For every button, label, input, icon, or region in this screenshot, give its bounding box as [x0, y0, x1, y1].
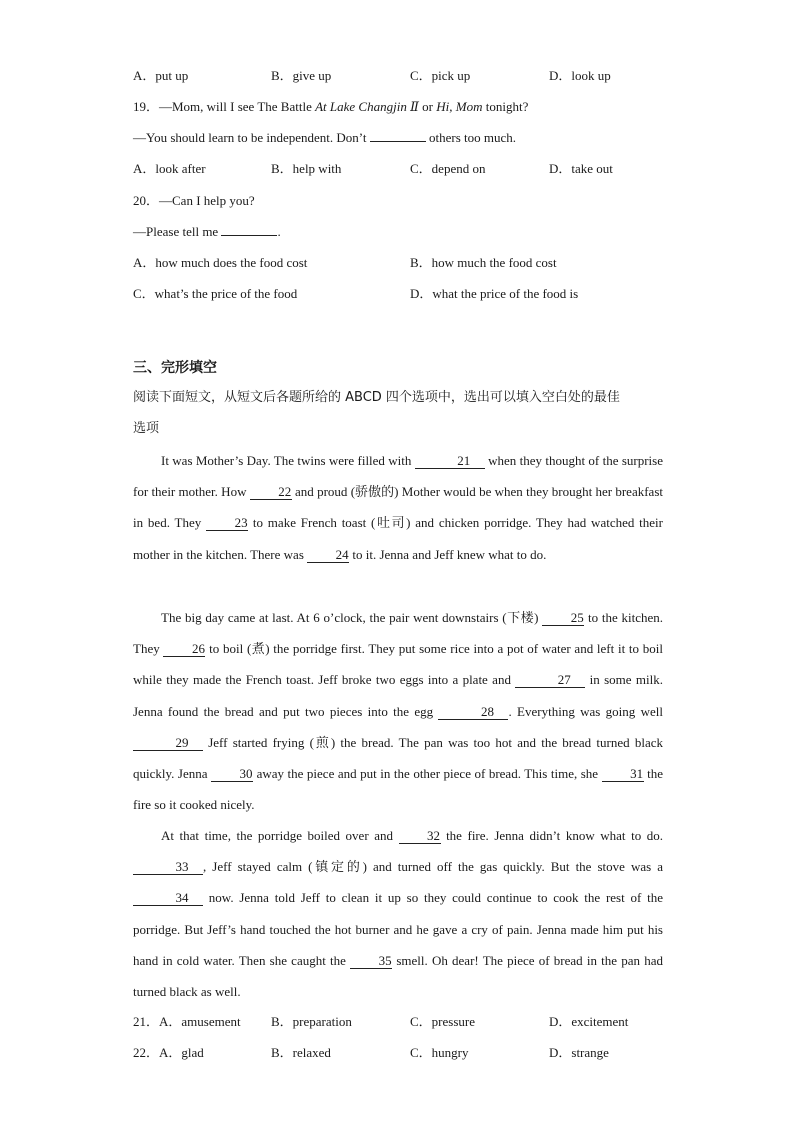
- q22-option-a: 22．A．glad: [133, 1045, 204, 1060]
- q20-blank: [221, 235, 277, 236]
- blank-30: 30: [211, 766, 253, 782]
- q19-stem-text: 19．—Mom, will I see The Battle: [133, 99, 316, 114]
- p2-text-1: The big day came at last. At 6 o’clock, the pair went downstairs (下楼): [161, 610, 543, 625]
- p2-text-6: Jeff started frying (煎) the bread. The pan was too hot and the bread turned black quickly. Jenna: [133, 734, 663, 782]
- q20-option-b: B．how much the food cost: [410, 255, 557, 270]
- p3-text-3: , Jeff stayed calm (镇定的) and turned off the gas quickly. But the stove was a: [203, 859, 663, 875]
- movie-title-2: Hi, Mom: [436, 99, 483, 114]
- blank-34: 34: [133, 890, 203, 906]
- p1-text-2: when they thought of the surprise for their mother. How: [133, 453, 663, 500]
- p1-text-1: It was Mother’s Day. The twins were filled with: [161, 453, 415, 468]
- q21-option-c: C．pressure: [410, 1014, 475, 1029]
- section-instruction-line1: 阅读下面短文，从短文后各题所给的 ABCD 四个选项中，选出可以填入空白处的最佳: [133, 390, 620, 405]
- blank-29: 29: [133, 735, 203, 751]
- q22-option-c: C．hungry: [410, 1045, 469, 1060]
- q19-stem: [133, 98, 528, 116]
- passage-paragraph-1: [133, 445, 663, 570]
- blank-25: 25: [542, 610, 584, 626]
- section-instruction-line2: 选项: [133, 421, 160, 436]
- p1-text-5: to it. Jenna and Jeff knew what to do.: [349, 546, 547, 562]
- q21-option-b: B．preparation: [271, 1014, 352, 1029]
- blank-33: 33: [133, 859, 203, 875]
- q19-blank: [370, 141, 426, 142]
- passage-paragraph-3: [133, 820, 663, 1007]
- blank-32: 32: [399, 828, 441, 844]
- p3-text-5: smell. Oh dear! The piece of bread in the pan had turned black as well.: [133, 952, 663, 1000]
- blank-27: 27: [515, 672, 585, 688]
- q19-reply-end: others too much.: [425, 130, 517, 145]
- blank-23: 23: [206, 515, 248, 531]
- blank-28: 28: [438, 704, 508, 720]
- q21-option-a: 21．A．amusement: [133, 1014, 241, 1029]
- p2-text-5: . Everything was going well: [508, 703, 664, 719]
- blank-22: 22: [250, 484, 292, 500]
- q19-option-b: B．help with: [271, 161, 342, 176]
- q18-option-d: D．look up: [549, 68, 611, 83]
- q19-reply-text: —You should learn to be independent. Don’t: [133, 130, 370, 145]
- q20-reply-text: —Please tell me: [133, 224, 222, 239]
- blank-31: 31: [602, 766, 644, 782]
- q18-option-c: C．pick up: [410, 68, 471, 83]
- blank-35: 35: [350, 953, 392, 969]
- section-heading: 三、完形填空: [133, 360, 217, 376]
- p3-text-1: At that time, the porridge boiled over and: [161, 828, 399, 843]
- blank-21: 21: [415, 453, 485, 469]
- p2-text-4: in some milk. Jenna found the bread and put two pieces into the egg: [133, 672, 663, 719]
- q18-option-b: B．give up: [271, 68, 332, 83]
- q19-reply: [133, 129, 516, 147]
- q20-option-d: D．what the price of the food is: [410, 286, 579, 301]
- movie-title-1: At Lake Changjin Ⅱ: [315, 99, 419, 114]
- q21-option-d: D．excitement: [549, 1014, 629, 1029]
- passage-paragraph-2: [133, 602, 663, 820]
- p2-text-3: to boil (煮) the porridge first. They put some rice into a pot of water and left it to boil while they made the French toast. Jeff broke two eggs into a plate and: [133, 641, 663, 688]
- p2-text-8: the fire so it cooked nicely.: [133, 766, 664, 813]
- q20-stem: 20．—Can I help you?: [133, 193, 255, 208]
- p1-text-3: and proud (骄傲的) Mother would be when they brought her breakfast in bed. They: [133, 484, 663, 531]
- q20-option-c: C．what’s the price of the food: [133, 286, 298, 301]
- q20-option-a: A．how much does the food cost: [133, 255, 308, 270]
- q20-reply: [133, 223, 281, 241]
- q22-option-d: D．strange: [549, 1045, 609, 1060]
- p3-text-2: the fire. Jenna didn’t know what to do.: [440, 828, 663, 843]
- p3-text-4: now. Jenna told Jeff to clean it up so they could continue to cook the rest of the porridge. But Jeff’s hand touched the hot burner and he gave a cry of pain. Jenna made him put his hand in cold water. Then she caught the: [133, 890, 663, 968]
- p2-text-7: away the piece and put in the other piece of bread. This time, she: [253, 766, 602, 782]
- q19-option-a: A．look after: [133, 161, 206, 176]
- q19-stem-mid: or: [418, 99, 437, 114]
- blank-24: 24: [307, 547, 349, 563]
- p2-text-2: to the kitchen. They: [133, 610, 663, 657]
- p1-text-4: to make French toast (吐司) and chicken porridge. They had watched their mother in the kitchen. There was: [133, 515, 663, 562]
- q19-option-c: C．depend on: [410, 161, 486, 176]
- blank-26: 26: [163, 641, 205, 657]
- q19-stem-end: tonight?: [482, 99, 529, 114]
- q18-option-a: A．put up: [133, 68, 189, 83]
- q22-option-b: B．relaxed: [271, 1045, 331, 1060]
- q20-reply-end: .: [277, 224, 281, 239]
- q19-option-d: D．take out: [549, 161, 613, 176]
